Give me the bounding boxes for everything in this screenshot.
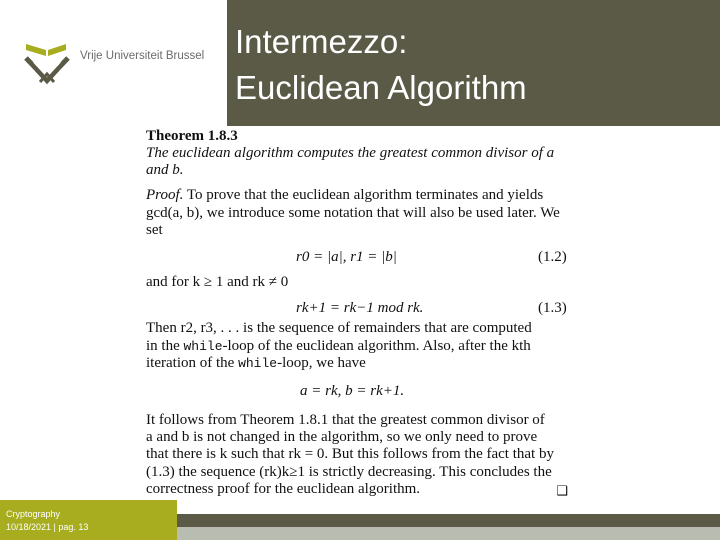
proof-line-1-text: To prove that the euclidean algorithm terminates and yields <box>186 187 544 203</box>
follows-line-2: a and b is not changed in the algorithm, so we only need to prove <box>146 429 538 445</box>
equation-1-2-number: (1.2) <box>538 249 567 265</box>
then-line-3-start: iteration of the <box>146 355 239 371</box>
then-line-2-start: in the <box>146 338 184 354</box>
footer-info <box>0 500 177 540</box>
proof-line-1 <box>146 187 543 204</box>
follows-line-1: It follows from Theorem 1.8.1 that the greatest common divisor of <box>146 412 545 428</box>
theorem-statement-line-2: and b. <box>146 162 184 178</box>
equation-1-3-number: (1.3) <box>538 300 567 316</box>
footer-bar-light <box>177 527 720 540</box>
while-keyword: while <box>238 356 278 371</box>
equation-1-2: r0 = |a|, r1 = |b| <box>296 249 397 265</box>
follows-line-5: correctness proof for the euclidean algorithm. <box>146 481 421 497</box>
theorem-statement-line-1: The euclidean algorithm computes the greatest common divisor of a <box>146 145 555 161</box>
footer-course: Cryptography <box>6 509 61 519</box>
follows-line-4: (1.3) the sequence (rk)k≥1 is strictly decreasing. This concludes the <box>146 464 552 480</box>
then-line-3-end: -loop, we have <box>277 355 366 371</box>
while-keyword: while <box>183 339 223 354</box>
footer-date-page: 10/18/2021 | pag. 13 <box>6 522 89 532</box>
proof-label: Proof. <box>146 187 184 203</box>
title-box <box>227 0 720 126</box>
then-line-2 <box>146 338 531 355</box>
equation-iteration: a = rk, b = rk+1. <box>300 383 405 399</box>
scanned-textbook-excerpt <box>140 126 580 500</box>
slide-title-line-2: Euclidean Algorithm <box>235 69 527 106</box>
qed-square: ❑ <box>556 483 568 498</box>
proof-line-3: set <box>146 222 163 238</box>
theorem-heading: Theorem 1.8.3 <box>146 128 238 144</box>
then-line-3 <box>146 355 366 372</box>
follows-line-3: that there is k such that rk = 0. But this follows from the fact that by <box>146 446 554 462</box>
proof-line-2: gcd(a, b), we introduce some notation that will also be used later. We <box>146 205 560 221</box>
equation-1-3: rk+1 = rk−1 mod rk. <box>296 300 424 316</box>
footer-bar-dark <box>177 514 720 527</box>
then-line-1: Then r2, r3, . . . is the sequence of remainders that are computed <box>146 320 532 336</box>
logo-text: Vrije Universiteit Brussel <box>80 50 205 62</box>
slide-title-line-1: Intermezzo: <box>235 23 408 60</box>
vub-emblem-icon <box>22 42 72 88</box>
condition-line: and for k ≥ 1 and rk ≠ 0 <box>146 274 289 290</box>
vub-logo <box>22 42 212 88</box>
then-line-2-end: -loop of the euclidean algorithm. Also, after the kth <box>222 338 531 354</box>
